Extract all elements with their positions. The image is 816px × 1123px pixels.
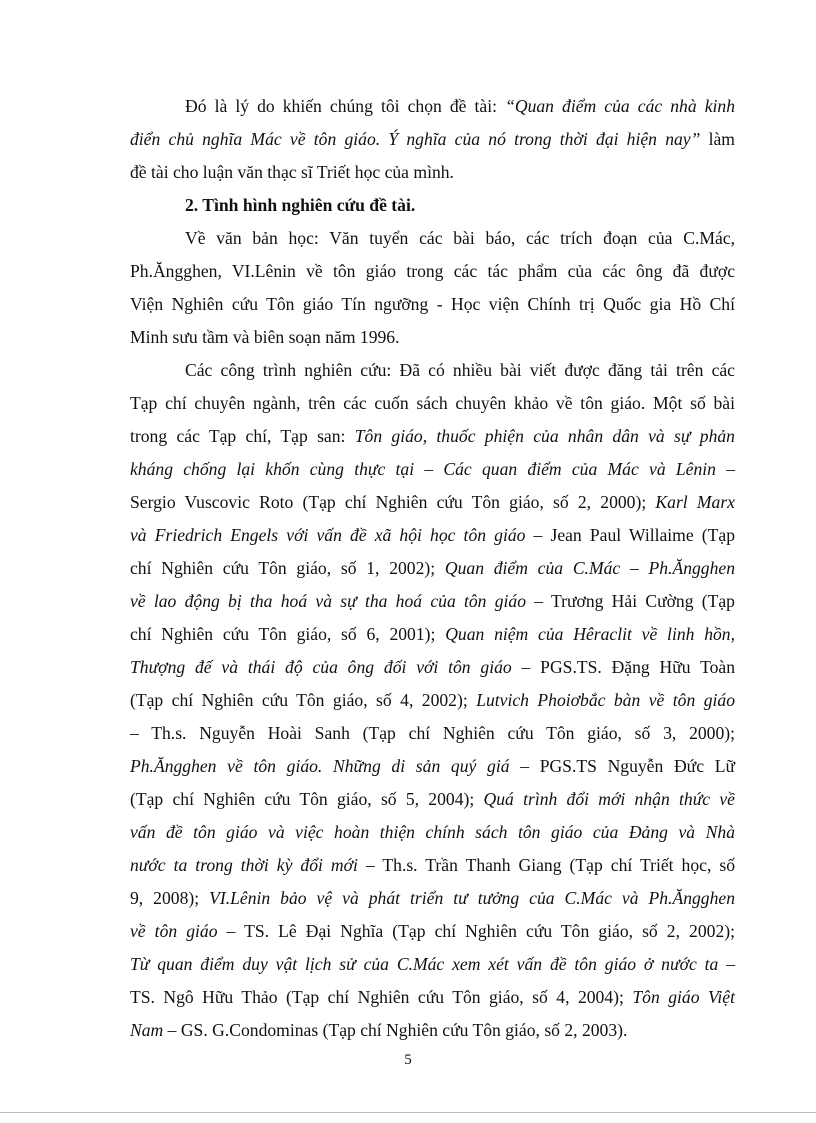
text-line xyxy=(130,123,735,156)
italic-title-run: điển chủ nghĩa Mác về tôn giáo. Ý nghĩa của nó trong thời đại hiện nay” xyxy=(130,129,701,149)
text-run: – PGS.TS Nguyễn Đức Lữ xyxy=(509,756,735,776)
text-line xyxy=(130,981,735,1014)
text-run: làm xyxy=(700,129,735,149)
text-line xyxy=(130,552,735,585)
italic-title-run: Karl Marx xyxy=(655,492,735,512)
italic-title-run: Quan niệm của Hêraclit về linh hồn, xyxy=(445,624,735,644)
italic-title-run: Nam xyxy=(130,1020,164,1040)
italic-title-run: vấn đề tôn giáo và việc hoàn thiện chính sách tôn giáo của Đảng và Nhà xyxy=(130,822,735,842)
text-run: – Th.s. Trần Thanh Giang (Tạp chí Triết học, số xyxy=(357,855,735,875)
text-line xyxy=(130,915,735,948)
text-line xyxy=(130,750,735,783)
italic-title-run: Lutvich Phoiơbắc bàn về tôn giáo xyxy=(476,690,735,710)
italic-title-run: nước ta trong thời kỳ đổi mới xyxy=(130,855,358,875)
text-line: Các công trình nghiên cứu: Đã có nhiều bài viết được đăng tải trên các xyxy=(185,360,735,380)
text-line xyxy=(130,684,735,717)
italic-title-run: Tôn giáo, thuốc phiện của nhân dân và sự phản xyxy=(354,426,735,446)
text-line xyxy=(130,882,735,915)
text-run: chí Nghiên cứu Tôn giáo, số 1, 2002); xyxy=(130,558,445,578)
text-run: – Jean Paul Willaime (Tạp xyxy=(525,525,736,545)
italic-title-run: Tôn giáo Việt xyxy=(632,987,736,1007)
text-line xyxy=(130,816,735,849)
text-run: – PGS.TS. Đặng Hữu Toàn xyxy=(511,657,735,677)
text-line xyxy=(130,420,735,453)
italic-title-run: kháng chống lại khốn cùng thực tại – Các quan điểm của Mác và Lênin – xyxy=(130,459,735,479)
section-heading: 2. Tình hình nghiên cứu đề tài. xyxy=(185,195,416,215)
text-run: chí Nghiên cứu Tôn giáo, số 6, 2001); xyxy=(130,624,446,644)
text-line xyxy=(130,453,735,486)
text-line xyxy=(130,849,735,882)
text-line xyxy=(130,1014,735,1047)
text-line: Về văn bản học: Văn tuyển các bài báo, các trích đoạn của C.Mác, xyxy=(185,228,735,248)
text-line xyxy=(130,486,735,519)
italic-title-run: Thượng đế và thái độ của ông đối với tôn giáo xyxy=(130,657,512,677)
italic-title-run: “Quan điểm của các nhà kinh xyxy=(505,96,735,116)
text-line: – Th.s. Nguyễn Hoài Sanh (Tạp chí Nghiên cứu Tôn giáo, số 3, 2000); xyxy=(130,723,735,743)
text-line xyxy=(130,783,735,816)
text-run: – TS. Lê Đại Nghĩa (Tạp chí Nghiên cứu Tôn giáo, số 2, 2002); xyxy=(217,921,735,941)
text-line: Tạp chí chuyên ngành, trên các cuốn sách chuyên khảo về tôn giáo. Một số bài xyxy=(130,393,735,413)
text-run: 9, 2008); xyxy=(130,888,210,908)
text-line xyxy=(185,90,735,123)
italic-title-run: và Friedrich Engels với vấn đề xã hội học tôn giáo xyxy=(130,525,526,545)
text-run: trong các Tạp chí, Tạp san: xyxy=(130,426,355,446)
bottom-divider xyxy=(0,1112,816,1113)
italic-title-run: Quá trình đổi mới nhận thức về xyxy=(483,789,735,809)
text-line: đề tài cho luận văn thạc sĩ Triết học của mình. xyxy=(130,162,454,182)
text-line xyxy=(130,519,735,552)
text-run: – Trương Hải Cường (Tạp xyxy=(526,591,735,611)
italic-title-run: về tôn giáo xyxy=(130,921,218,941)
text-run: – GS. G.Condominas (Tạp chí Nghiên cứu Tôn giáo, số 2, 2003). xyxy=(163,1020,628,1040)
text-line xyxy=(130,651,735,684)
text-line xyxy=(130,948,735,981)
italic-title-run: Ph.Ăngghen về tôn giáo. Những di sản quý giá xyxy=(130,756,510,776)
text-run: (Tạp chí Nghiên cứu Tôn giáo, số 4, 2002); xyxy=(130,690,477,710)
italic-title-run: về lao động bị tha hoá và sự tha hoá của tôn giáo xyxy=(130,591,527,611)
italic-title-run: Từ quan điểm duy vật lịch sử của C.Mác xem xét vấn đề tôn giáo ở nước ta – xyxy=(130,954,735,974)
italic-title-run: VI.Lênin bảo vệ và phát triển tư tưởng của C.Mác và Ph.Ăngghen xyxy=(209,888,735,908)
text-run: Đó là lý do khiến chúng tôi chọn đề tài: xyxy=(185,96,506,116)
text-run: Sergio Vuscovic Roto (Tạp chí Nghiên cứu Tôn giáo, số 2, 2000); xyxy=(130,492,656,512)
italic-title-run: Quan điểm của C.Mác – Ph.Ăngghen xyxy=(444,558,735,578)
text-line xyxy=(130,618,735,651)
text-line: Minh sưu tầm và biên soạn năm 1996. xyxy=(130,327,400,347)
page-number: 5 xyxy=(404,1052,412,1068)
text-run: (Tạp chí Nghiên cứu Tôn giáo, số 5, 2004); xyxy=(130,789,484,809)
text-run: TS. Ngô Hữu Thảo (Tạp chí Nghiên cứu Tôn giáo, số 4, 2004); xyxy=(130,987,633,1007)
text-line: Viện Nghiên cứu Tôn giáo Tín ngưỡng - Học viện Chính trị Quốc gia Hồ Chí xyxy=(130,294,735,314)
text-line: Ph.Ăngghen, VI.Lênin về tôn giáo trong các tác phẩm của các ông đã được xyxy=(130,261,735,281)
text-line xyxy=(130,585,735,618)
